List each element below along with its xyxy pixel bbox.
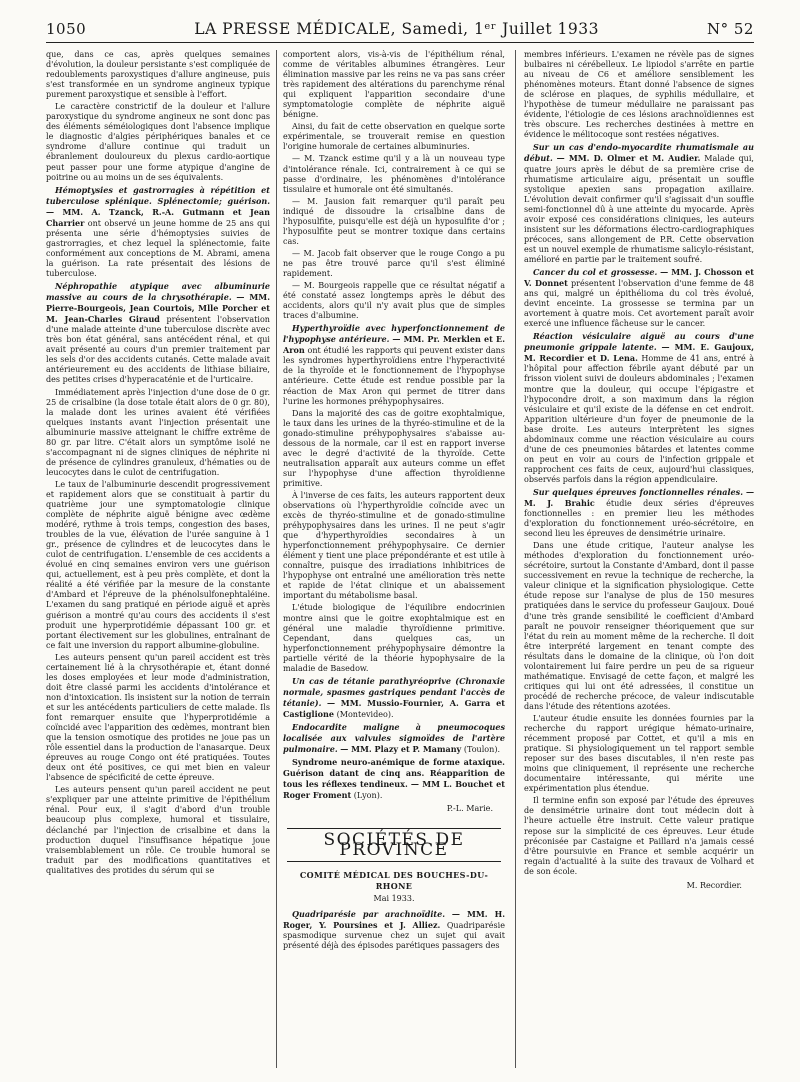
article-authors: — MM. J. Chosson et V. Donnet (524, 266, 754, 289)
author-signature: P.-L. Marie. (446, 804, 493, 814)
article-title: Syndrome neuro-anémique de forme ataxique. Guérison datant de cinq ans. Réapparition de tous les réflexes tendineux. (283, 757, 505, 790)
article-text: ont étudié les rapports qui peuvent exister dans les syndromes hyperthyroïdiens entre l'hyperactivité de la thyroïde et le fonctionnement de l'hypophyse antérieure. Cette étude est rendue possible par la réaction de Max Aron qui permet de titrer dans l'urine les hormones préhypophysaires. (283, 346, 505, 406)
article-authors: — MM. Plazy et P. Mamany (340, 744, 462, 755)
author-signature: M. Recordier. (686, 880, 742, 890)
page-header (46, 20, 754, 43)
article-title: Endocardite maligne à pneumocoques localisée aux valvules sigmoïdes de l'artère pulmonaire. (283, 722, 505, 755)
article (46, 281, 270, 385)
article-title: Cancer du col et grossesse. (533, 266, 658, 277)
paragraph: — M. Bourgeois rappelle que ce résultat négatif a été constaté assez longtemps après le début des accidents, alors qu'il n'y avait plus que de simples traces d'albumine. (283, 281, 505, 321)
article (283, 722, 505, 755)
article-title: Hémoptysies et gastrorragies à répétition et tuberculose splénique. Splénectomie; guérison. (46, 184, 270, 206)
paragraph: Immédiatement après l'injection d'une dose de 0 gr. 25 de crisalbine (la dose totale était alors de 0 gr. 80), la malade dont les urines avaient été vérifiées quelques instants avant l'injection présentait une albuminurie massive atteignant le chiffre extrême de 80 gr. par litre. C'était alors un symptôme isolé ne s'accompagnant ni de signes cliniques de néphrite ni de présence de cylindres granuleux, d'hématies ou de leucocytes dans le culot de centrifugation. (46, 387, 270, 477)
paragraph: L'étude biologique de l'équilibre endocrinien montre ainsi que le goitre exophtalmique est en général une maladie thyroïdienne primitive. Cependant, dans quelques cas, un hyperfonctionnement préhypophysaire démontre la partielle vérité de la théorie hypophysaire de la maladie de Basedow. (283, 603, 505, 673)
section-banner: SOCIÉTÉS DE PROVINCE (287, 828, 501, 862)
article (524, 267, 754, 329)
article (283, 757, 505, 801)
article-text: ont observé un jeune homme de 25 ans qui présenta une série d'hémoptysies suivies de gastrorragies, et chez lequel la splénectomie, faite conformément aux conceptions de M. Abrami, amena la guérison. La rate présentait des lésions de tuberculose. (46, 218, 270, 278)
paragraph: Il termine enfin son exposé par l'étude des épreuves de densimétrie urinaire dont tout médecin doit à l'heure actuelle être instruit. Cette valeur pratique repose sur la simplicité de ces épreuves. Leur étude préconisée par Castaigne et Paillard n'a jamais cessé d'être poursuivie en France et semble acquérir un regain d'actualité à la suite des travaux de Volhard et de son école. (524, 796, 754, 876)
journal-name: LA PRESSE MÉDICALE, (194, 20, 397, 38)
article-title: Néphropathie atypique avec albuminurie massive au cours de la chrysothérapie. (46, 281, 270, 303)
journal-title (194, 20, 599, 38)
article-text: étudie deux séries d'épreuves fonctionnelles : en premier lieu les méthodes d'exploration du fonctionnement uréo-sécrétoire, en second lieu les épreuves de densimétrie urinaire. (524, 499, 754, 539)
paragraph: Le taux de l'albuminurie descendit progressivement et rapidement alors que se constituait à partir du quatrième jour une symptomatologie clinique complète de néphrite aiguë bénigne avec œdème modéré, rythme à trois temps, congestion des bases, troubles de la vue, élévation de l'urée sanguine à 1 gr., présence de cylindres et de leucocytes dans le culot de centrifugation. L'ensemble de ces accidents a évolué en cinq semaines environ vers une guérison qui, actuellement, est à peu près complète, et dont la réalité a été vérifiée par la mesure de la constante d'Ambard et l'épreuve de la phénolsulfonephtaléine. L'examen du sang pratiqué en période aiguë et après guérison a montré qu'au cours des accidents il s'est produit une hyperprotidémie dépassant 100 gr. et portant électivement sur les globulines, entraînant de ce fait une inversion du rapport albumine-globuline. (46, 479, 270, 650)
column-divider (515, 50, 516, 1068)
paragraph: — M. Tzanck estime qu'il y a là un nouveau type d'intolérance rénale. Ici, contrairement à ce qui se passe d'ordinaire, les phénomènes d'intolérance tissulaire et humorale ont été simultanés. (283, 154, 505, 194)
article-title: Sur quelques épreuves fonctionnelles rénales. (533, 486, 743, 497)
article-city: (Montevideo). (336, 709, 394, 719)
issue-number: N° 52 (707, 20, 754, 38)
article-authors: — M. J. Brahic (524, 486, 754, 509)
paragraph: À l'inverse de ces faits, les auteurs rapportent deux observations où l'hyperthyroïdie coïncide avec un excès de thyréo-stimuline et de gonado-stimuline préhypophysaires dans les urines. Il ne peut s'agir que d'hyperthyroïdies secondaires à un hyperfonctionnement préhypophysaire. Ce dernier élément y tient une place prépondérante et est utile à connaître, puisque des irradiations inhibitrices de l'hypophyse ont entraîné une amélioration très nette et rapide de l'état clinique et un abaissement important du métabolisme basal. (283, 490, 505, 601)
article-authors: — MM. A. Tzanck, R.-A. Gutmann et Jean Charrier (46, 206, 270, 228)
issue-date: Samedi, 1ᵉʳ Juillet 1933 (401, 20, 599, 38)
article-text: présentent l'observation d'une malade atteinte d'une tuberculose discrète avec très bon état général, sans antécédent rénal, et qui avait présenté au cours d'un premier traitement par les sels d'or des accidents cutanés. Cette malade avait antérieurement eu des accidents de lithiase biliaire, des petites crises d'hyperacaténie et de l'urticaire. (46, 315, 270, 385)
article-title: Un cas de tétanie parathyréoprive (Chronaxie normale, spasmes gastriques pendant l'accès de tétanie). (283, 675, 505, 708)
paragraph: — M. Jacob fait observer que le rouge Congo a pu ne pas être trouvé parce qu'il s'est éliminé rapidement. (283, 248, 505, 278)
paragraph: membres inférieurs. L'examen ne révèle pas de signes bulbaires ni cérébelleux. Le lipiodol s'arrête en partie au niveau de C6 et améliore sensiblement les phénomènes moteurs. Étant donné l'absence de signes de sclérose en plaques, de syphilis médullaire, et l'hypothèse de tumeur médullaire ne paraissant pas évidente, l'étiologie de ces lésions arachnoïdiennes est très obscure. Les recherches destinées à mettre en évidence le mélitocoque sont restées négatives. (524, 50, 754, 140)
article-city: (Toulon). (463, 745, 501, 755)
article (524, 487, 754, 539)
article (524, 331, 754, 485)
paragraph: Dans une étude critique, l'auteur analyse les méthodes d'exploration du fonctionnement uréo-sécrétoire, surtout la Constante d'Ambard, dont il passe successivement en revue la technique de recherche, la valeur clinique et la signification physiologique. Cette étude repose sur l'analyse de plus de 150 mesures pratiquées dans le service du professeur Gaujoux. Doué d'une très grande sensibilité le coefficient d'Ambard paraît ne pouvoir renseigner théoriquement que sur l'état du rein au moment même de la recherche. Il doit être interprété largement en tenant compte des résultats dans le domaine de la clinique, où l'on doit volontairement lui faire perdre un peu de sa rigueur mathématique. Envisagé de cette façon, et malgré les critiques qui lui ont été adressées, il constitue un procédé de recherche précoce, de valeur indiscutable dans l'étude des rétentions azotées. (524, 541, 754, 711)
article (46, 185, 270, 279)
article-text: présentent l'observation d'une femme de 48 ans qui, malgré un épithélioma du col très évolué, devint enceinte. La grossesse se termina par un avortement à quatre mois. Cet avortement paraît avoir exercé une influence fâcheuse sur le cancer. (524, 279, 754, 329)
page-number: 1050 (46, 20, 87, 38)
paragraph: Le caractère constrictif de la douleur et l'allure paroxystique du syndrome angineux ne sont donc pas des éléments séméiologiques dont l'absence implique le diagnostic d'algies périphériques banales et ce syndrome d'allure continue qui traduit un ébranlement douloureux du plexus cardio-aortique peut passer pour une forme atypique d'angine de poitrine ou au moins un de ses équivalents. (46, 102, 270, 182)
column-1 (46, 50, 270, 1068)
article-title: Réaction vésiculaire aiguë au cours d'une pneumonie grippale latente. (524, 331, 754, 353)
article-authors: — MM. H. Roger, Y. Poursines et J. Alliez. (283, 908, 505, 930)
paragraph: que, dans ce cas, après quelques semaines d'évolution, la douleur persistante s'est compliquée de redoublements paroxystiques d'allure angineuse, puis s'est transformée en un syndrome angineux typique purement paroxystique et sensible à l'effort. (46, 50, 270, 100)
article-authors: — MM. E. Gaujoux, M. Recordier et D. Lena. (524, 342, 754, 364)
article (283, 323, 505, 406)
article (524, 142, 754, 265)
article-authors: — MM L. Bouchet et Roger Froment (283, 779, 505, 801)
paragraph: Ainsi, du fait de cette observation en quelque sorte expérimentale, se trouverait remise en question l'origine humorale de certaines albuminuries. (283, 122, 505, 152)
article-city: (Lyon). (353, 791, 383, 801)
paragraph: L'auteur étudie ensuite les données fournies par la recherche du rapport urégique hémato-urinaire, récemment proposé par Cottet, et qu'il a mis en pratique. Si physiologiquement un tel rapport semble reposer sur des bases discutables, il n'en reste pas moins que cliniquement, il représente une recherche documentaire intéressante, qui mérite une expérimentation plus étendue. (524, 714, 754, 794)
article-authors: — MM. Pierre-Bourgeois, Jean Courtois, Mlle Porcher et M. Jean-Charles Giraud (46, 292, 270, 325)
paragraph: Les auteurs pensent qu'un pareil accident est très certainement lié à la chrysothérapie et, étant donné les doses employées et leur mode d'administration, doit être classé parmi les accidents d'intolérance et non d'intoxication. Ils insistent sur la notion de terrain et sur les antécédents particuliers de cette malade. Ils font remarquer ensuite que l'hyperprotidémie a coïncidé avec l'apparition des œdèmes, montrant bien que la tension osmotique des protides ne joue pas un rôle essentiel dans la production de l'anasarque. Deux épreuves au rouge Congo ont été pratiquées. Toutes deux ont été positives, ce qui met bien en valeur l'absence de spécificité de cette épreuve. (46, 652, 270, 783)
column-2 (283, 50, 505, 1068)
session-date: Mai 1933. (373, 893, 415, 903)
column-3 (524, 50, 754, 1068)
column-divider (276, 50, 277, 1068)
article-title: Hyperthyroïdie avec hyperfonctionnement de l'hypophyse antérieure. (283, 323, 505, 345)
paragraph: — M. Jausion fait remarquer qu'il paraît peu indiqué de dissoudre la crisalbine dans de l'hyposulfite, puisqu'elle est déjà un hyposulfite d'or ; l'hyposulfite peut se montrer toxique dans certains cas. (283, 196, 505, 246)
article-title: Quadriparésie par arachnoïdite. (292, 908, 446, 919)
article (283, 676, 505, 720)
article-authors: — MM. D. Olmer et M. Audier. (556, 153, 701, 164)
article (283, 909, 505, 951)
paragraph: Dans la majorité des cas de goitre exophtalmique, le taux dans les urines de la thyréo-stimuline et de la gonado-stimuline préhypophysaires s'abaisse au-dessous de la normale, car il est en rapport inverse avec le degré d'activité de la thyroïde. Cette neutralisation apparaît aux auteurs comme un effet sur l'hypophyse d'une affection thyroïdienne primitive. (283, 408, 505, 488)
article-authors: — MM. Mussio-Fournier, A. Garra et Castiglione (283, 697, 505, 719)
article-title: Sur un cas d'endo-myocardite rhumatismale au début. (524, 142, 754, 164)
article-text: Malade qui, quatre jours après le début de sa première crise de rhumatisme articulaire aigu, présentait un souffle systolique apexien sans propagation axillaire. L'évolution devait confirmer qu'il s'agissait d'un souffle semi-fonctionnel dû à une atteinte du myocarde. Après avoir exposé ces considérations cliniques, les auteurs insistent sur les déformations électro-cardiographiques précoces, sans allongement de P.R. Cette observation est un nouvel exemple de rhumatisme salicylo-résistant, amélioré en partie par le traitement soufré. (524, 154, 754, 264)
paragraph: Les auteurs pensent qu'un pareil accident ne peut s'expliquer par une atteinte primitive de l'épithélium rénal. Pour eux, il s'agit d'abord d'un trouble beaucoup plus complexe, humoral et tissulaire, déclanché par l'injection de crisalbine et dans la production duquel l'insuffisance hépatique joue vraisemblablement un rôle. Ce trouble humoral se traduit par des modifications quantitatives et qualitatives des protides du sérum qui se (46, 785, 270, 875)
paragraph: comportent alors, vis-à-vis de l'épithélium rénal, comme de véritables albumines étrangères. Leur élimination massive par les reins ne va pas sans créer très rapidement des altérations du parenchyme rénal qui expliquent l'apparition secondaire d'une symptomatologie complète de néphrite aiguë bénigne. (283, 50, 505, 120)
article-text: Quadriparésie spasmodique survenue chez un sujet qui avait présenté déjà des épisodes parétiques passagers des (283, 920, 505, 950)
article-text: Homme de 41 ans, entré à l'hôpital pour affection fébrile ayant débuté par un frisson violent suivi de douleurs abdominales ; l'examen montre que la douleur, qui occupe l'épigastre et l'hypocondre droit, a son maximum dans la région vésiculaire et qu'il existe de la défense en cet endroit. Apparition ultérieure d'un foyer de pneumonie de la base droite. Les auteurs interprètent les signes abdominaux comme une réaction vésiculaire au cours d'une de ces pneumonies bâtardes et latentes comme on peut en voir au cours de l'infection grippale et rapprochent ces faits de ceux, aujourd'hui classiques, observés parfois dans la région appendiculaire. (524, 354, 754, 484)
society-title: COMITÉ MÉDICAL DES BOUCHES-DU-RHONE (299, 870, 489, 891)
article-authors: — MM. Pr. Merklen et E. Aron (283, 334, 505, 356)
